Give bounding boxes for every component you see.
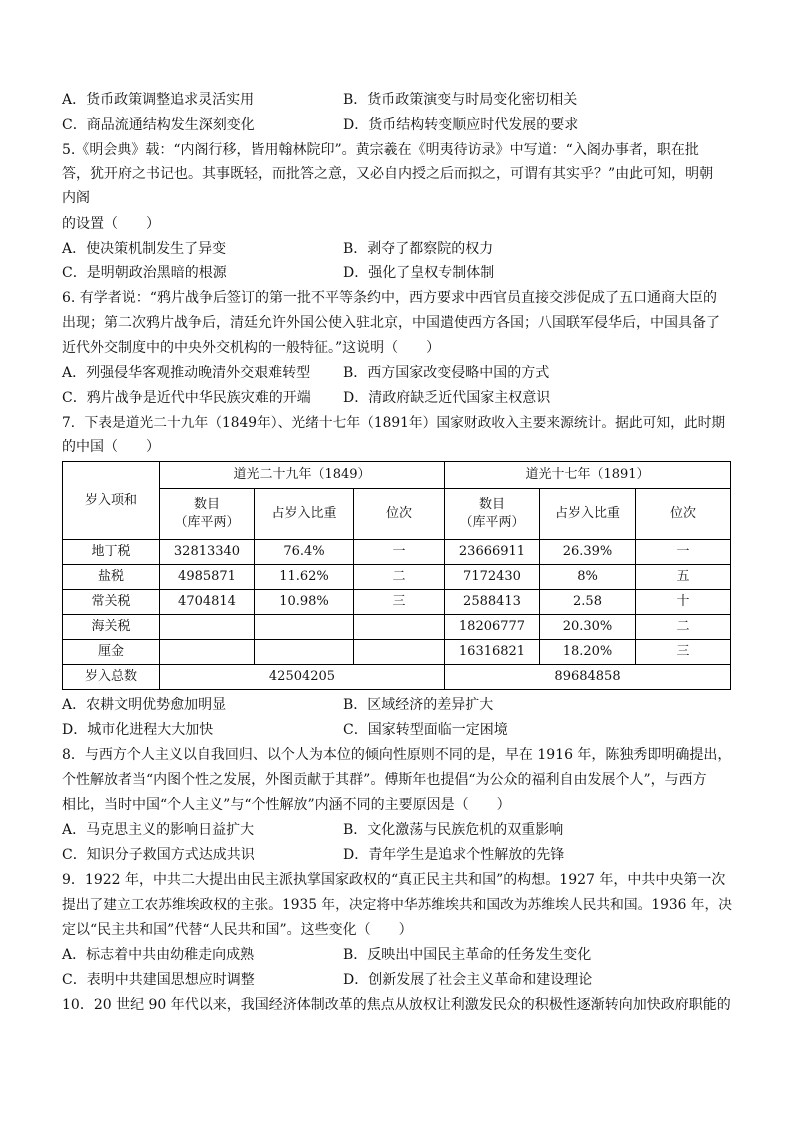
q7-option-b: B．区域经济的差异扩大 <box>343 697 494 713</box>
table-row: 厘金 16316821 18.20% 三 <box>63 640 731 665</box>
q5-option-b: B．剥夺了都察院的权力 <box>343 241 494 257</box>
q8-stem-line3: 相比，当时中国“个人主义”与“个性解放”内涵不同的主要原因是（ ） <box>62 797 511 813</box>
q9-stem-line2: 提出了建立工农苏维埃政权的主张。1935 年，决定将中华苏维埃共和国改为苏维埃人民共和国。1936 年，决 <box>62 897 732 913</box>
ratio-header: 占岁入比重 <box>540 489 636 540</box>
table-total-row: 岁入总数 42504205 89684858 <box>63 665 731 690</box>
q8-stem-line1: 8．与西方个人主义以自我回归、以个人为本位的倾向性原则不同的是，早在 1916 年，陈独秀即明确提出， <box>62 747 732 763</box>
q7-stem-line2: 的中国（ ） <box>62 439 160 455</box>
q5-option-c: C．是明朝政治黑暗的根源 <box>62 265 227 281</box>
period-1891-header: 道光十七年（1891） <box>445 462 731 489</box>
q8-option-d: D．青年学生是追求个性解放的先锋 <box>343 847 565 863</box>
q9-option-c: C．表明中共建国思想应时调整 <box>62 972 255 988</box>
q6-option-b: B．西方国家改变侵略中国的方式 <box>343 365 550 381</box>
row-header-cell: 岁入项和 <box>63 462 160 540</box>
q4-option-c: C．商品流通结构发生深刻变化 <box>62 117 255 133</box>
q9-stem-line1: 9．1922 年，中共二大提出由民主派执掌国家政权的“真正民主共和国”的构想。1927 年，中共中央第一次 <box>62 872 726 888</box>
amount-header: 数目 （库平两） <box>445 489 540 540</box>
q7-stem-line1: 7．下表是道光二十九年（1849年）、光绪十七年（1891年）国家财政收入主要来源统计。据此可知，此时期 <box>62 415 726 431</box>
q7-option-d: D．城市化进程大大加快 <box>62 722 214 738</box>
q9-option-d: D．创新发展了社会主义革命和建设理论 <box>343 972 593 988</box>
q5-stem-line2: 答，犹开府之书记也。其事既轻，而批答之意，又必自内授之后而拟之，可谓有其实乎？”由此可知，明朝 <box>62 166 714 182</box>
q8-option-b: B．文化激荡与民族危机的双重影响 <box>343 822 564 838</box>
q7-option-a: A．农耕文明优势愈加明显 <box>62 697 227 713</box>
period-1849-header: 道光二十九年（1849） <box>160 462 445 489</box>
q5-option-a: A．使决策机制发生了异变 <box>62 241 227 257</box>
q7-option-c: C．国家转型面临一定困境 <box>343 722 508 738</box>
q10-stem-line1: 10．20 世纪 90 年代以来，我国经济体制改革的焦点从放权让利激发民众的积极性逐渐转向加快政府职能的 <box>62 997 731 1013</box>
q8-stem-line2: 个性解放者当“内图个性之发展，外图贡献于其群”。傅斯年也提倡“为公众的福利自由发展个人”，与西方 <box>62 772 707 788</box>
q6-stem-line3: 近代外交制度中的中央外交机构的一般特征。”这说明（ ） <box>62 340 441 356</box>
q8-option-c: C．知识分子救国方式达成共识 <box>62 847 255 863</box>
amount-header: 数目 （库平两） <box>160 489 255 540</box>
q4-option-b: B．货币政策演变与时局变化密切相关 <box>343 92 578 108</box>
q5-stem-line4: 的设置（ ） <box>62 216 160 232</box>
q9-option-a: A．标志着中共由幼稚走向成熟 <box>62 947 255 963</box>
q9-option-b: B．反映出中国民主革命的任务发生变化 <box>343 947 592 963</box>
q6-option-c: C．鸦片战争是近代中华民族灾难的开端 <box>62 390 311 406</box>
table-row: 地丁税 32813340 76.4% 一 23666911 26.39% 一 <box>63 540 731 565</box>
q9-stem-line3: 定以“民主共和国”代替“人民共和国”。这些变化（ ） <box>62 922 413 938</box>
rank-header: 位次 <box>636 489 731 540</box>
q4-option-a: A．货币政策调整追求灵活实用 <box>62 92 255 108</box>
table-row: 盐税 4985871 11.62% 二 7172430 8% 五 <box>63 565 731 590</box>
revenue-table <box>62 461 731 690</box>
q6-stem-line2: 出现；第二次鸦片战争后，清廷允许外国公使入驻北京，中国遣使西方各国；八国联军侵华后，中国具备了 <box>62 315 720 331</box>
q6-option-a: A．列强侵华客观推动晚清外交艰难转型 <box>62 365 311 381</box>
ratio-header: 占岁入比重 <box>255 489 354 540</box>
q4-option-d: D．货币结构转变顺应时代发展的要求 <box>343 117 579 133</box>
q8-option-a: A．马克思主义的影响日益扩大 <box>62 822 255 838</box>
table-row: 常关税 4704814 10.98% 三 2588413 2.58 十 <box>63 590 731 615</box>
rank-header: 位次 <box>354 489 445 540</box>
q5-stem-line3: 内阁 <box>62 190 90 206</box>
q6-stem-line1: 6. 有学者说：“鸦片战争后签订的第一批不平等条约中，西方要求中西官员直接交涉促成了五口通商大臣的 <box>62 290 717 306</box>
q5-option-d: D．强化了皇权专制体制 <box>343 265 495 281</box>
q5-stem-line1: 5.《明会典》载：“内阁行移，皆用翰林院印”。黄宗羲在《明夷待访录》中写道：“入阁办事者，职在批 <box>62 142 699 158</box>
table-row: 海关税 18206777 20.30% 二 <box>63 615 731 640</box>
q6-option-d: D．清政府缺乏近代国家主权意识 <box>343 390 551 406</box>
